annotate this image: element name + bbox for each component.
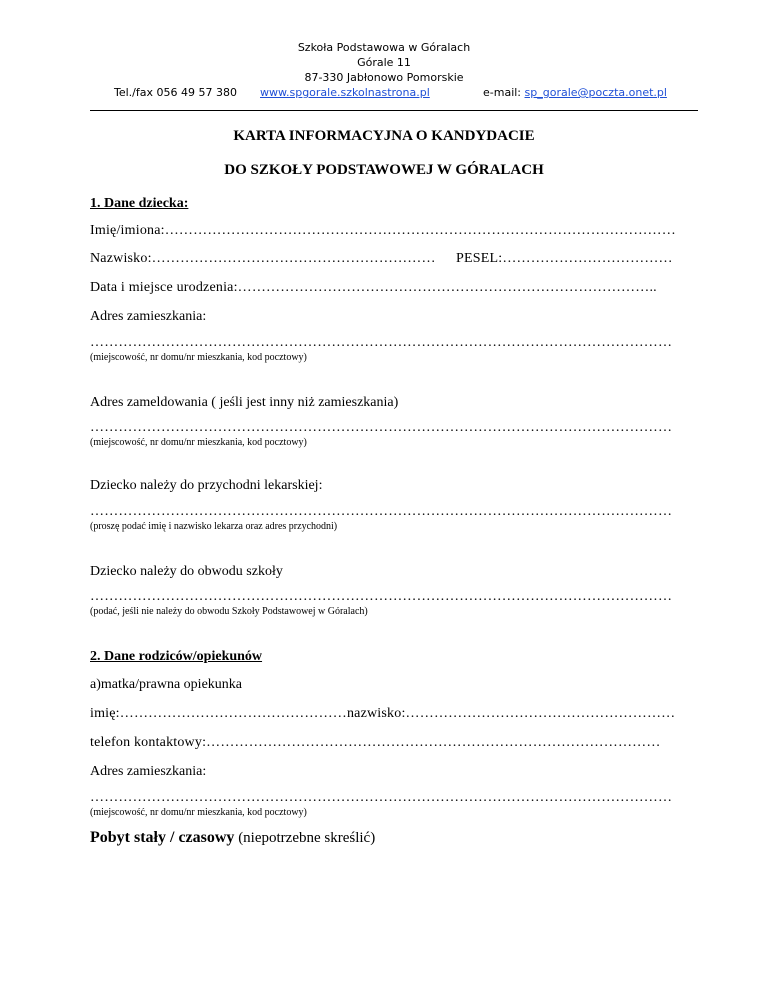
school-website-link[interactable]: www.spgorale.szkolnastrona.pl xyxy=(260,86,430,99)
school-phone: Tel./fax 056 49 57 380 xyxy=(114,86,237,99)
section1-heading: 1. Dane dziecka: xyxy=(90,196,189,211)
district-note: (podać, jeśli nie należy do obwodu Szkoły Podstawowej w Góralach) xyxy=(90,606,368,617)
pesel-field[interactable]: PESEL:……………………………… xyxy=(456,251,673,266)
clinic-label: Dziecko należy do przychodni lekarskiej: xyxy=(90,478,323,493)
section2-heading: 2. Dane rodziców/opiekunów xyxy=(90,649,263,664)
stay-type-note: (niepotrzebne skreślić) xyxy=(234,830,376,846)
header-divider xyxy=(90,110,698,111)
birth-field[interactable]: Data i miejsce urodzenia:…………………………………………………………………………….. xyxy=(90,280,657,295)
child-address-note: (miejscowość, nr domu/nr mieszkania, kod pocztowy) xyxy=(90,352,307,363)
first-names-field[interactable]: Imię/imiona:……………………………………………………………………………………………… xyxy=(90,223,676,238)
clinic-note: (proszę podać imię i nazwisko lekarza oraz adres przychodni) xyxy=(90,521,338,532)
district-label: Dziecko należy do obwodu szkoły xyxy=(90,564,283,579)
surname-field[interactable]: Nazwisko:…………………………………………………… xyxy=(90,251,436,266)
school-street: Górale 11 xyxy=(357,56,411,69)
registered-address-note: (miejscowość, nr domu/nr mieszkania, kod pocztowy) xyxy=(90,437,307,448)
mother-phone-field[interactable]: telefon kontaktowy:…………………………………………………………………………………… xyxy=(90,735,661,750)
child-address-field[interactable]: …………………………………………………………………………………………………………… xyxy=(90,335,673,350)
email-label: e-mail: xyxy=(483,86,525,99)
registered-address-label: Adres zameldowania ( jeśli jest inny niż zamieszkania) xyxy=(90,395,399,410)
clinic-field[interactable]: …………………………………………………………………………………………………………… xyxy=(90,504,673,519)
mother-address-label: Adres zamieszkania: xyxy=(90,764,207,779)
form-title-line2: DO SZKOŁY PODSTAWOWEJ W GÓRALACH xyxy=(224,162,544,178)
mother-label: a)matka/prawna opiekunka xyxy=(90,677,242,692)
mother-name-field[interactable]: imię:…………………………………………nazwisko:………………………………………………… xyxy=(90,706,676,721)
child-address-label: Adres zamieszkania: xyxy=(90,309,207,324)
school-email xyxy=(483,85,667,100)
stay-type-options[interactable]: Pobyt stały / czasowy xyxy=(90,829,235,846)
mother-address-note: (miejscowość, nr domu/nr mieszkania, kod pocztowy) xyxy=(90,807,307,818)
school-city: 87-330 Jabłonowo Pomorskie xyxy=(304,71,464,84)
registered-address-field[interactable]: …………………………………………………………………………………………………………… xyxy=(90,420,673,435)
school-email-link[interactable]: sp_gorale@poczta.onet.pl xyxy=(524,86,667,99)
form-title-line1: KARTA INFORMACYJNA O KANDYDACIE xyxy=(233,128,535,144)
district-field[interactable]: …………………………………………………………………………………………………………… xyxy=(90,589,673,604)
mother-address-field[interactable]: …………………………………………………………………………………………………………… xyxy=(90,790,673,805)
school-name: Szkoła Podstawowa w Góralach xyxy=(297,41,471,54)
stay-type-line xyxy=(90,829,375,847)
